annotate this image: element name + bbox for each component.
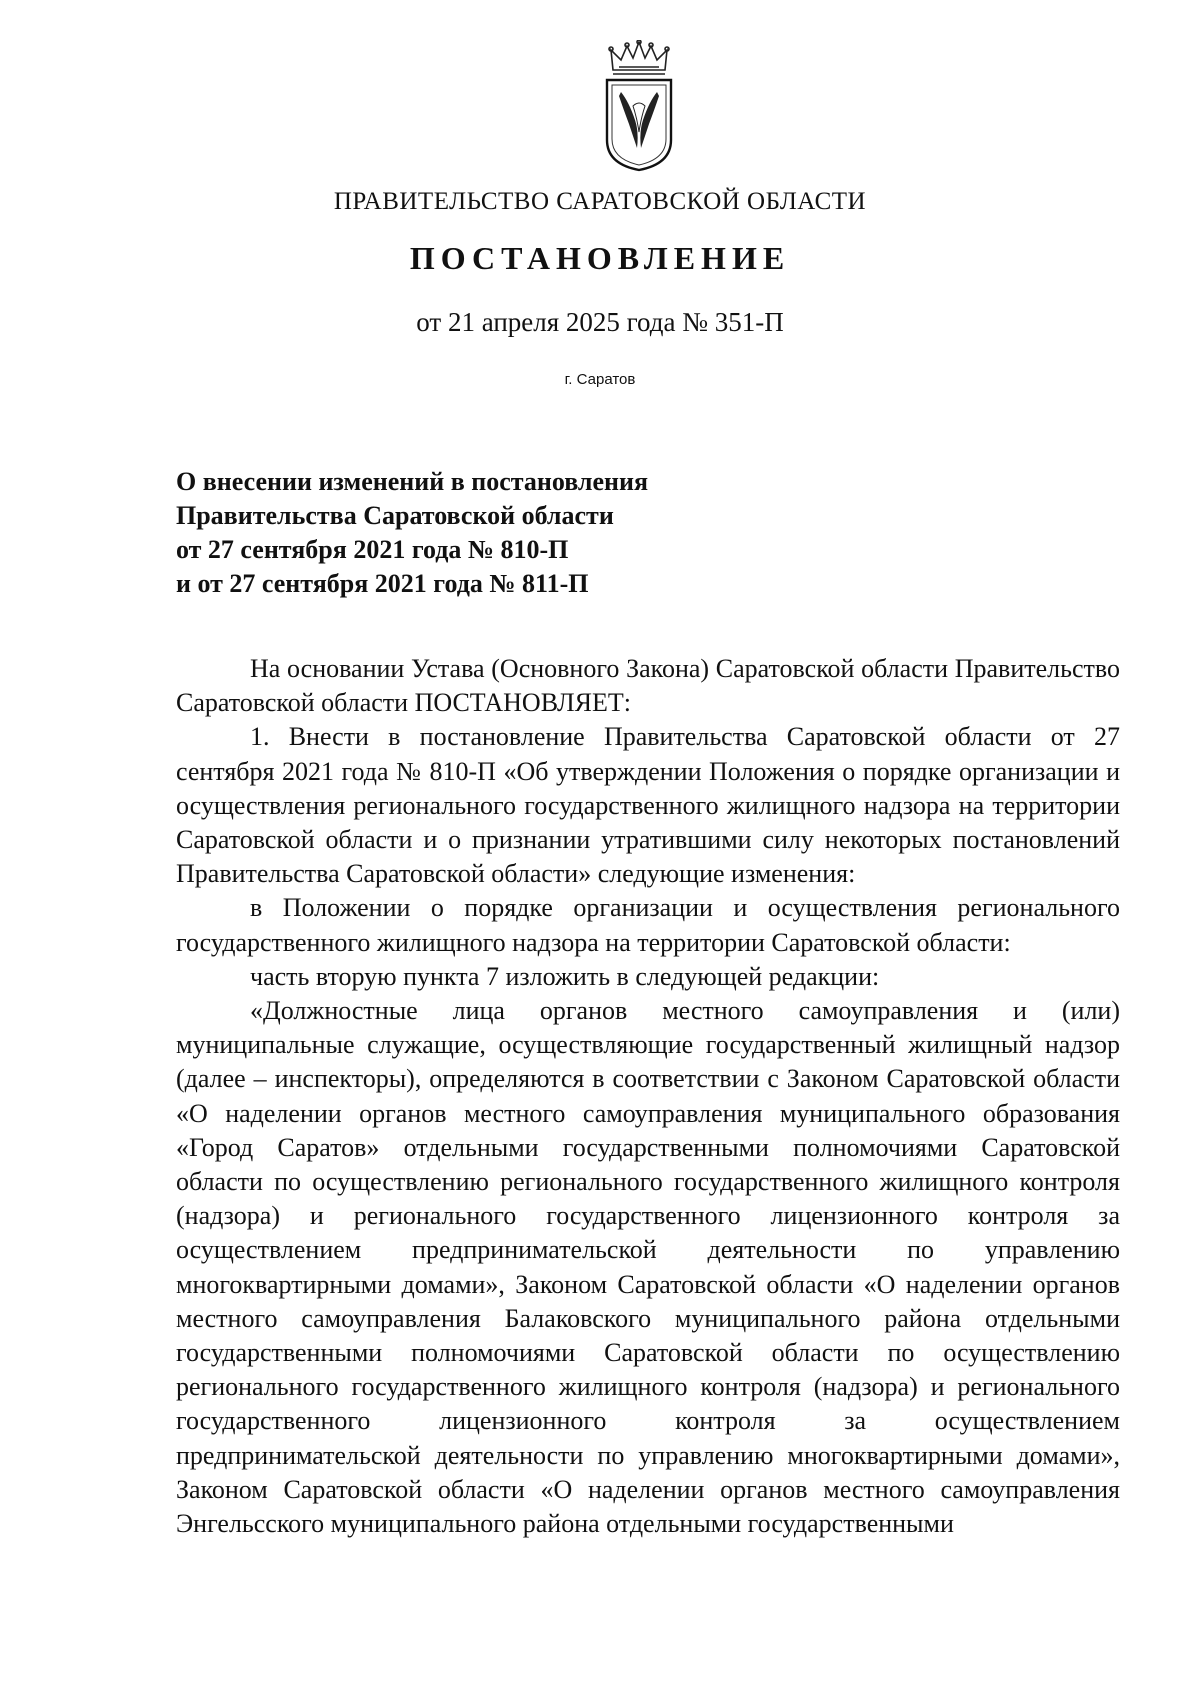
document-date-number: от 21 апреля 2025 года № 351-П	[416, 307, 784, 337]
body-paragraph: На основании Устава (Основного Закона) Саратовской области Правительство Саратовской области ПОСТАНОВЛЯЕТ:	[176, 654, 1120, 718]
document-type: ПОСТАНОВЛЕНИЕ	[409, 240, 791, 276]
document-title	[176, 465, 796, 601]
body-paragraph: «Должностные лица органов местного самоуправления и (или) муниципальные служащие, осуществляющие государственный жилищный надзор (далее – инспекторы), определяются в соответствии с Законом Саратовской области «О наделении органов местного самоуправления муниципального образования «Город Саратов» отдельными государственными полномочиями Саратовской области по осуществлению регионального государственного жилищного контроля (надзора) и регионального государственного лицензионного контроля за осуществлением предпринимательской деятельности по управлению многоквартирными домами», Законом Саратовской области «О наделении органов местного самоуправления Балаковского муниципального района отдельными государственными полномочиями Саратовской области по осуществлению регионального государственного жилищного контроля (надзора) и регионального государственного лицензионного контроля за осуществлением предпринимательской деятельности по управлению многоквартирными домами», Законом Саратовской области «О наделении органов местного самоуправления Энгельсского муниципального района отдельными государственными	[176, 996, 1120, 1539]
body-paragraph: часть вторую пункта 7 изложить в следующей редакции:	[250, 961, 880, 991]
document-body	[176, 652, 1120, 1541]
title-line: от 27 сентября 2021 года № 810-П	[176, 535, 569, 564]
document-city: г. Саратов	[564, 371, 636, 388]
title-line: О внесении изменений в постановления	[176, 467, 649, 496]
body-paragraph: 1. Внести в постановление Правительства Саратовской области от 27 сентября 2021 года № 810-П «Об утверждении Положения о порядке организации и осуществления регионального государственного жилищного надзора на территории Саратовской области и о признании утратившими силу некоторых постановлений Правительства Саратовской области» следующие изменения:	[176, 722, 1120, 889]
title-line: и от 27 сентября 2021 года № 811-П	[176, 569, 589, 598]
body-paragraph: в Положении о порядке организации и осуществления регионального государственного жилищного надзора на территории Саратовской области:	[176, 893, 1120, 957]
title-line: Правительства Саратовской области	[176, 501, 614, 530]
saratov-coat-of-arms-icon	[599, 40, 679, 172]
government-name: ПРАВИТЕЛЬСТВО САРАТОВСКОЙ ОБЛАСТИ	[333, 188, 867, 215]
